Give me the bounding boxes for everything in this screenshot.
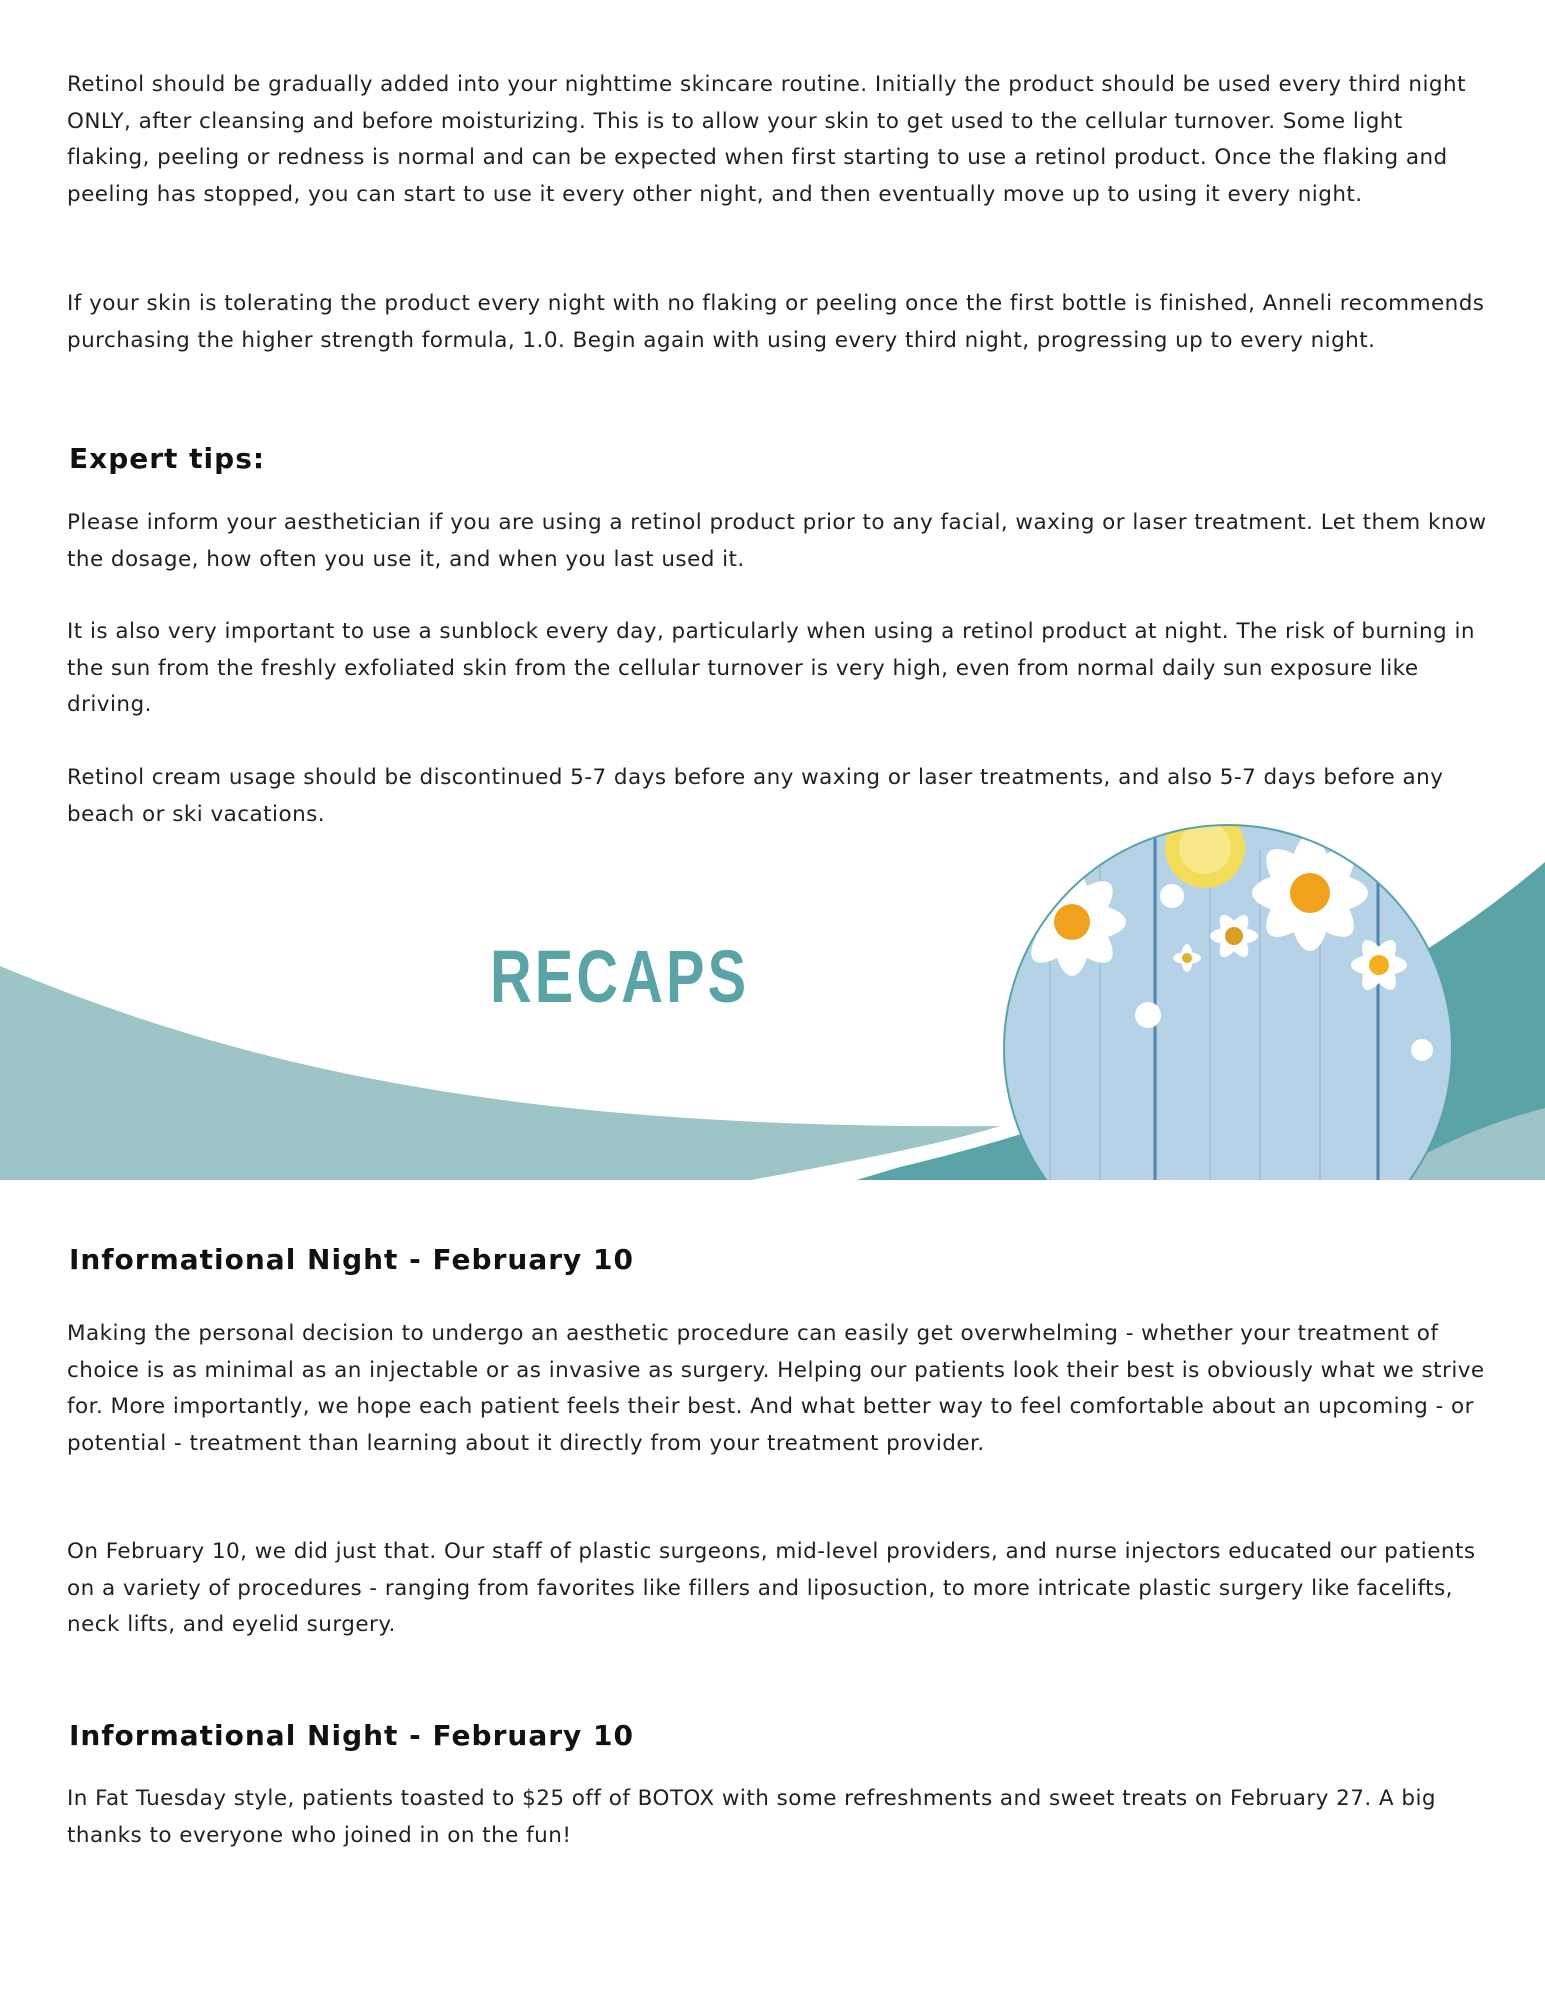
expert-tips-heading: Expert tips:: [69, 442, 266, 475]
tips-paragraph-3: Retinol cream usage should be discontinued 5-7 days before any waxing or laser treatments, and also 5-7 days before any beach or ski vacations.: [67, 765, 1444, 827]
recap-2-paragraph-1: In Fat Tuesday style, patients toasted to $25 off of BOTOX with some refreshments and sweet treats on February 27. A big thanks to everyone who joined in on the fun!: [67, 1786, 1436, 1848]
daisy-photo: [1000, 820, 1460, 1182]
banner-graphic: [0, 820, 1545, 1182]
recap-1-paragraph-1: Making the personal decision to undergo an aesthetic procedure can easily get overwhelming - whether your treatment of choice is as minimal as an injectable or as invasive as surgery. Helping our patients look their best is obviously what we strive for. More importantly, we hope each patient feels their best. And what better way to feel comfortable about an upcoming - or potential - treatment than learning about it directly from your treatment provider.: [67, 1321, 1485, 1456]
recap-2-heading: Informational Night - February 10: [69, 1719, 634, 1752]
recap-1-heading: Informational Night - February 10: [69, 1243, 634, 1276]
daisy-left: [1018, 868, 1126, 976]
recap-1-paragraph-2: On February 10, we did just that. Our staff of plastic surgeons, mid-level providers, and nurse injectors educated our patients on a variety of procedures - ranging from favorites like fillers and liposuction, to more intricate plastic surgery like facelifts, neck lifts, and eyelid surgery.: [67, 1539, 1476, 1637]
tips-paragraph-1: Please inform your aesthetician if you are using a retinol product prior to any facial, waxing or laser treatment. Let them know the dosage, how often you use it, and when you last used it.: [67, 510, 1487, 572]
intro-paragraph-1: Retinol should be gradually added into your nighttime skincare routine. Initially the product should be used every third night ONLY, after cleansing and before moisturizing. This is to allow your skin to get used to the cellular turnover. Some light flaking, peeling or redness is normal and can be expected when first starting to use a retinol product. Once the flaking and peeling has stopped, you can start to use it every other night, and then eventually move up to using it every night.: [67, 72, 1466, 207]
daisy-large: [1252, 835, 1368, 951]
intro-paragraph-2: If your skin is tolerating the product every night with no flaking or peeling once the first bottle is finished, Anneli recommends purchasing the higher strength formula, 1.0. Begin again with using every third night, progressing up to every night.: [67, 291, 1485, 353]
recaps-banner: [0, 820, 1545, 1182]
recaps-title: RECAPS: [490, 935, 750, 1018]
tips-paragraph-2: It is also very important to use a sunblock every day, particularly when using a retinol product at night. The risk of burning in the sun from the freshly exfoliated skin from the cellular turnover is very high, even from normal daily sun exposure like driving.: [67, 619, 1475, 717]
